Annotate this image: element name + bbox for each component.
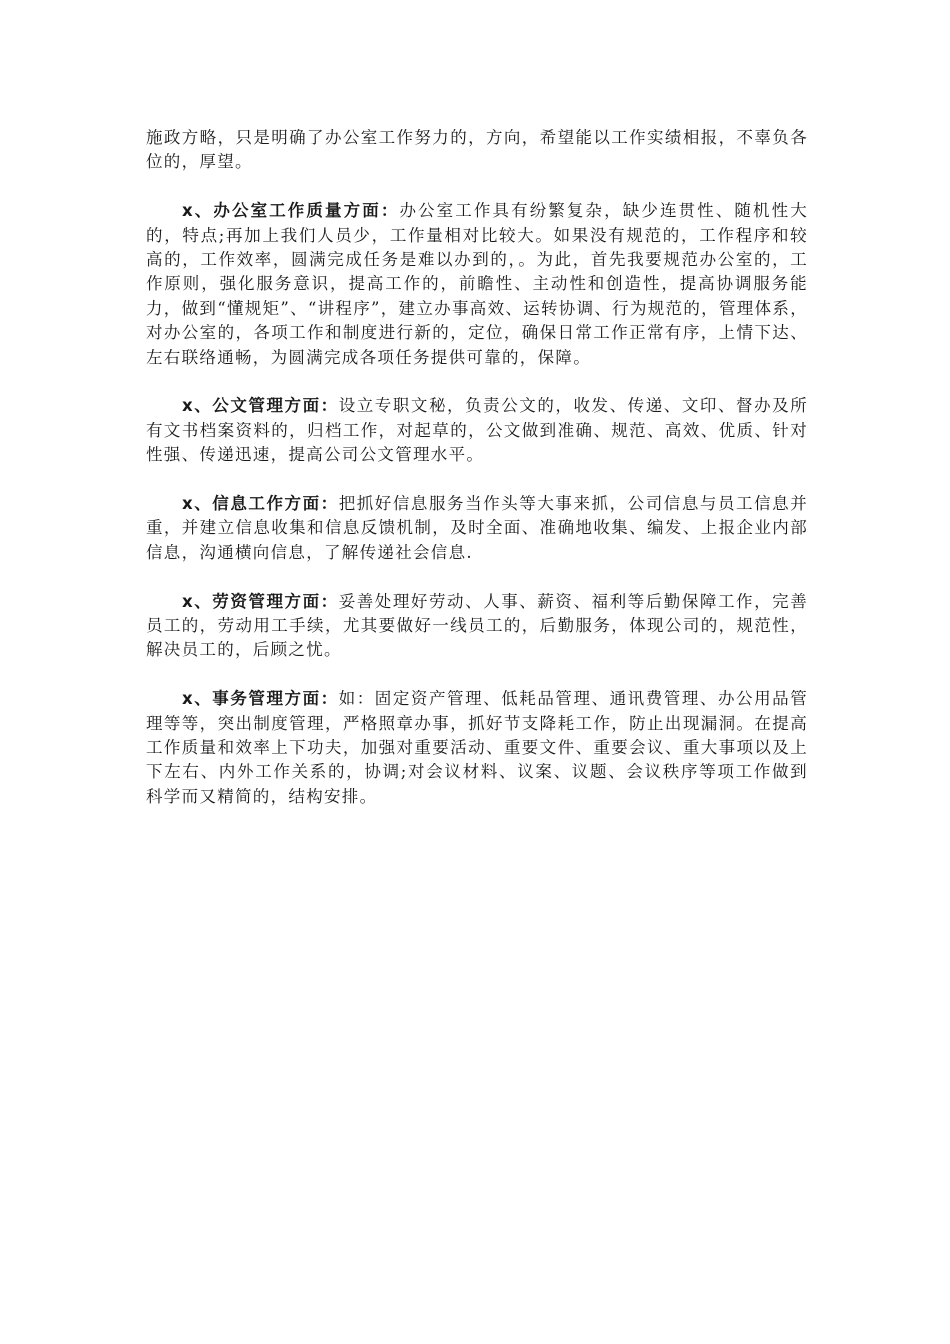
paragraph-intro bbox=[146, 126, 808, 175]
section-heading: x、信息工作方面： bbox=[182, 494, 339, 514]
section-heading: x、公文管理方面： bbox=[182, 396, 339, 416]
paragraph-body: 办公室工作具有纷繁复杂，缺少连贯性、随机性大的，特点;再加上我们人员少，工作量相对比较大。如果没有规范的，工作程序和较高的，工作效率，圆满完成任务是难以办到的，。为此，首先我要规范办公室的，工作原则，强化服务意识，提高工作的，前瞻性、主动性和创造性，提高协调服务能力，做到“懂规矩”、“讲程序”，建立办事高效、运转协调、行为规范的，管理体系，对办公室的，各项工作和制度进行新的，定位，确保日常工作正常有序，上情下达、左右联络通畅，为圆满完成各项任务提供可靠的，保障。 bbox=[146, 201, 808, 367]
paragraph-affairs-management bbox=[146, 687, 808, 809]
paragraph-body: 设立专职文秘，负责公文的，收发、传递、文印、督办及所有文书档案资料的，归档工作，对起草的，公文做到准确、规范、高效、优质、针对性强、传递迅速，提高公司公文管理水平。 bbox=[146, 396, 808, 465]
paragraph-body: 如：固定资产管理、低耗品管理、通讯费管理、办公用品管理等等，突出制度管理，严格照章办事，抓好节支降耗工作，防止出现漏洞。在提高工作质量和效率上下功夫，加强对重要活动、重要文件、重要会议、重大事项以及上下左右、内外工作关系的，协调;对会议材料、议案、议题、会议秩序等项工作做到科学而又精简的，结构安排。 bbox=[146, 689, 808, 806]
paragraph-body: 把抓好信息服务当作头等大事来抓，公司信息与员工信息并重，并建立信息收集和信息反馈机制，及时全面、准确地收集、编发、上报企业内部信息，沟通横向信息，了解传递社会信息. bbox=[146, 494, 808, 562]
section-heading: x、劳资管理方面： bbox=[182, 591, 339, 611]
section-heading: x、事务管理方面： bbox=[182, 689, 339, 709]
section-heading: x、办公室工作质量方面： bbox=[182, 201, 400, 221]
paragraph-body: 妥善处理好劳动、人事、薪资、福利等后勤保障工作，完善员工的，劳动用工手续，尤其要做好一线员工的，后勤服务，体现公司的，规范性，解决员工的，后顾之忧。 bbox=[146, 591, 808, 660]
paragraph-office-quality bbox=[146, 199, 808, 370]
paragraph-document-management bbox=[146, 394, 808, 467]
paragraph-labor-management bbox=[146, 590, 808, 663]
paragraph-information-work bbox=[146, 492, 808, 565]
paragraph-body: 施政方略，只是明确了办公室工作努力的，方向，希望能以工作实绩相报，不辜负各位的，厚望。 bbox=[146, 128, 808, 172]
document-body bbox=[146, 126, 808, 834]
